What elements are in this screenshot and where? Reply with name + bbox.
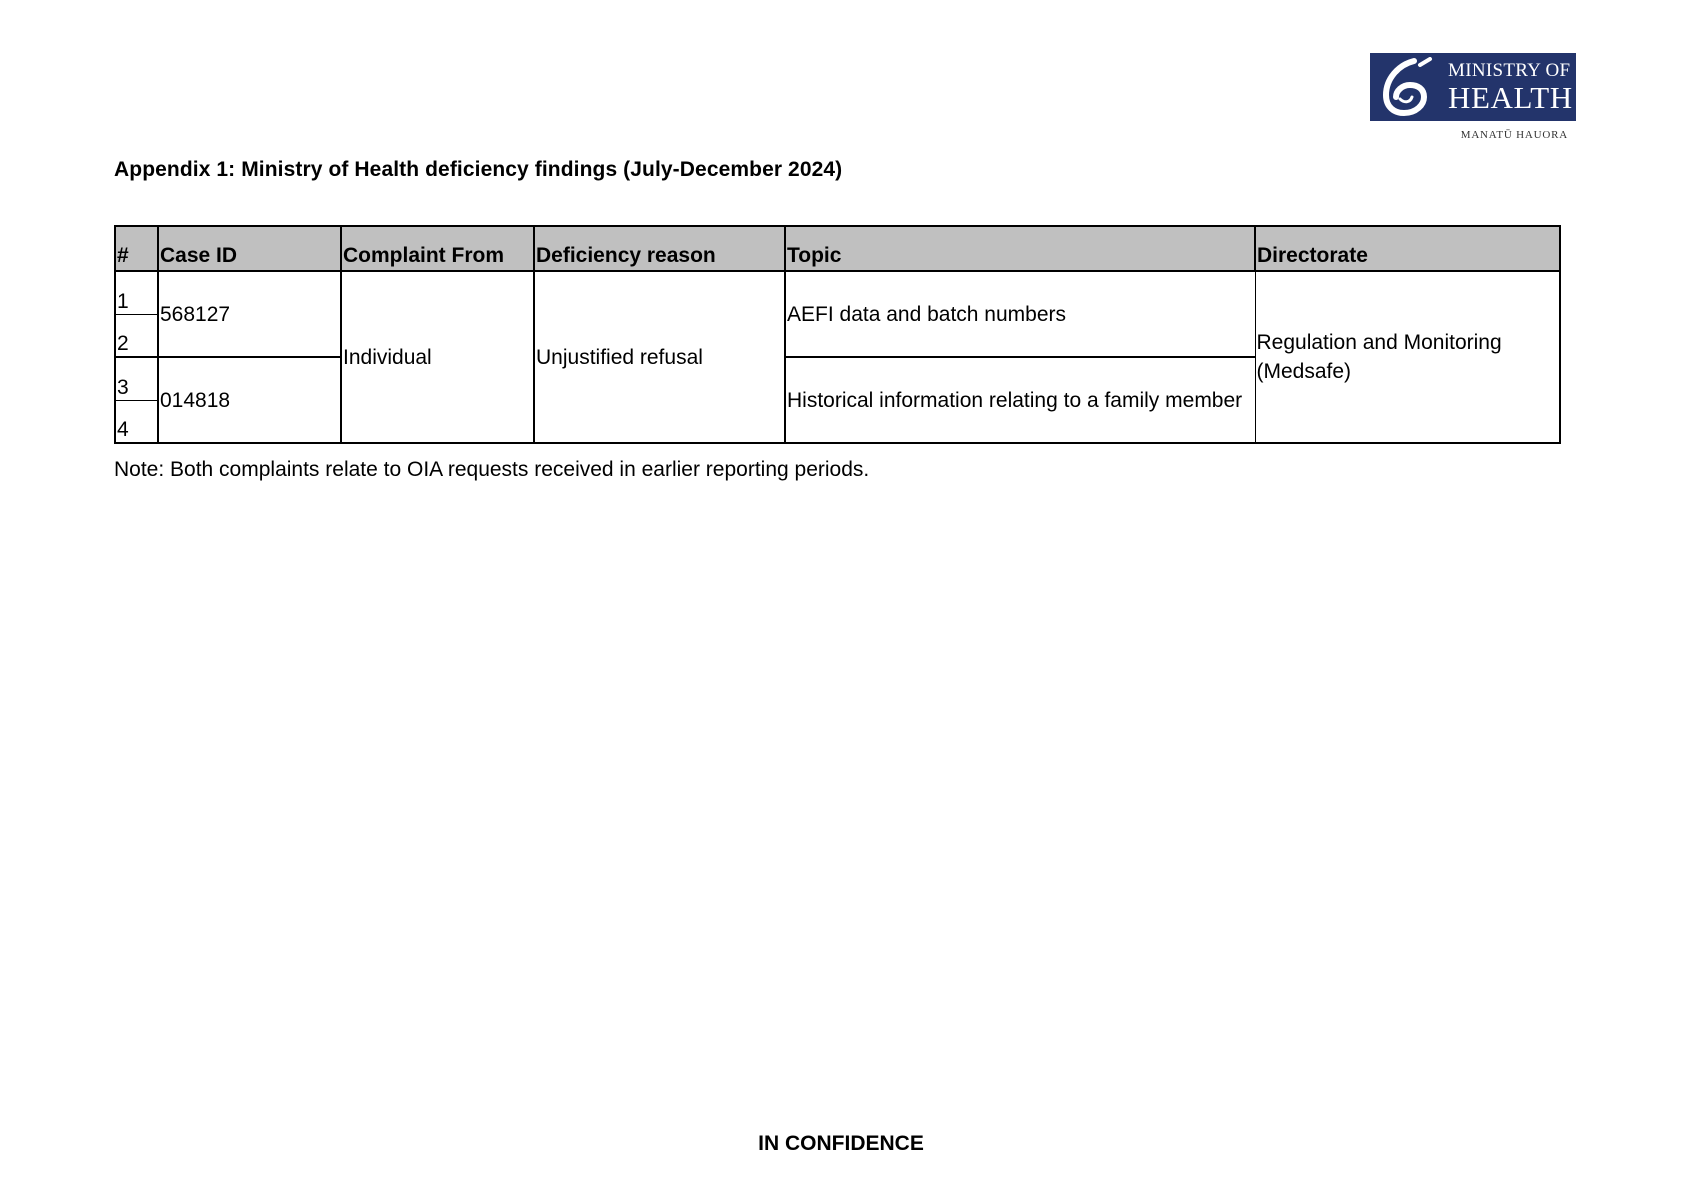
column-header-complaint-from: Complaint From <box>341 226 534 271</box>
logo-line-health: HEALTH <box>1448 80 1573 115</box>
ministry-of-health-logo <box>1370 53 1578 141</box>
table-note: Note: Both complaints relate to OIA requests received in earlier reporting periods. <box>114 458 870 481</box>
logo-box <box>1370 53 1576 121</box>
logo-line-ministry: MINISTRY OF <box>1448 60 1571 81</box>
table-row <box>115 271 1560 314</box>
column-header-directorate: Directorate <box>1255 226 1560 271</box>
column-header-number: # <box>115 226 158 271</box>
topic-cell: Historical information relating to a family member <box>785 357 1255 443</box>
topic-cell: AEFI data and batch numbers <box>785 271 1255 357</box>
column-header-topic: Topic <box>785 226 1255 271</box>
ministry-of-health-logo-icon <box>1376 57 1438 117</box>
deficiency-reason-cell: Unjustified refusal <box>534 271 785 443</box>
case-id-cell: 014818 <box>158 357 341 443</box>
row-number-cell: 3 <box>115 357 158 400</box>
table-header-row <box>115 226 1560 271</box>
column-header-case-id: Case ID <box>158 226 341 271</box>
complaint-from-cell: Individual <box>341 271 534 443</box>
confidentiality-footer: IN CONFIDENCE <box>758 1132 924 1155</box>
logo-subtitle: MANATŪ HAUORA <box>1460 129 1568 141</box>
row-number-cell: 2 <box>115 314 158 357</box>
logo-wordmark <box>1448 61 1573 113</box>
case-id-cell: 568127 <box>158 271 341 357</box>
directorate-cell: Regulation and Monitoring (Medsafe) <box>1255 271 1560 443</box>
deficiency-findings-table <box>114 225 1561 444</box>
page-title: Appendix 1: Ministry of Health deficiency findings (July-December 2024) <box>114 158 843 181</box>
row-number-cell: 4 <box>115 400 158 443</box>
row-number-cell: 1 <box>115 271 158 314</box>
column-header-deficiency-reason: Deficiency reason <box>534 226 785 271</box>
